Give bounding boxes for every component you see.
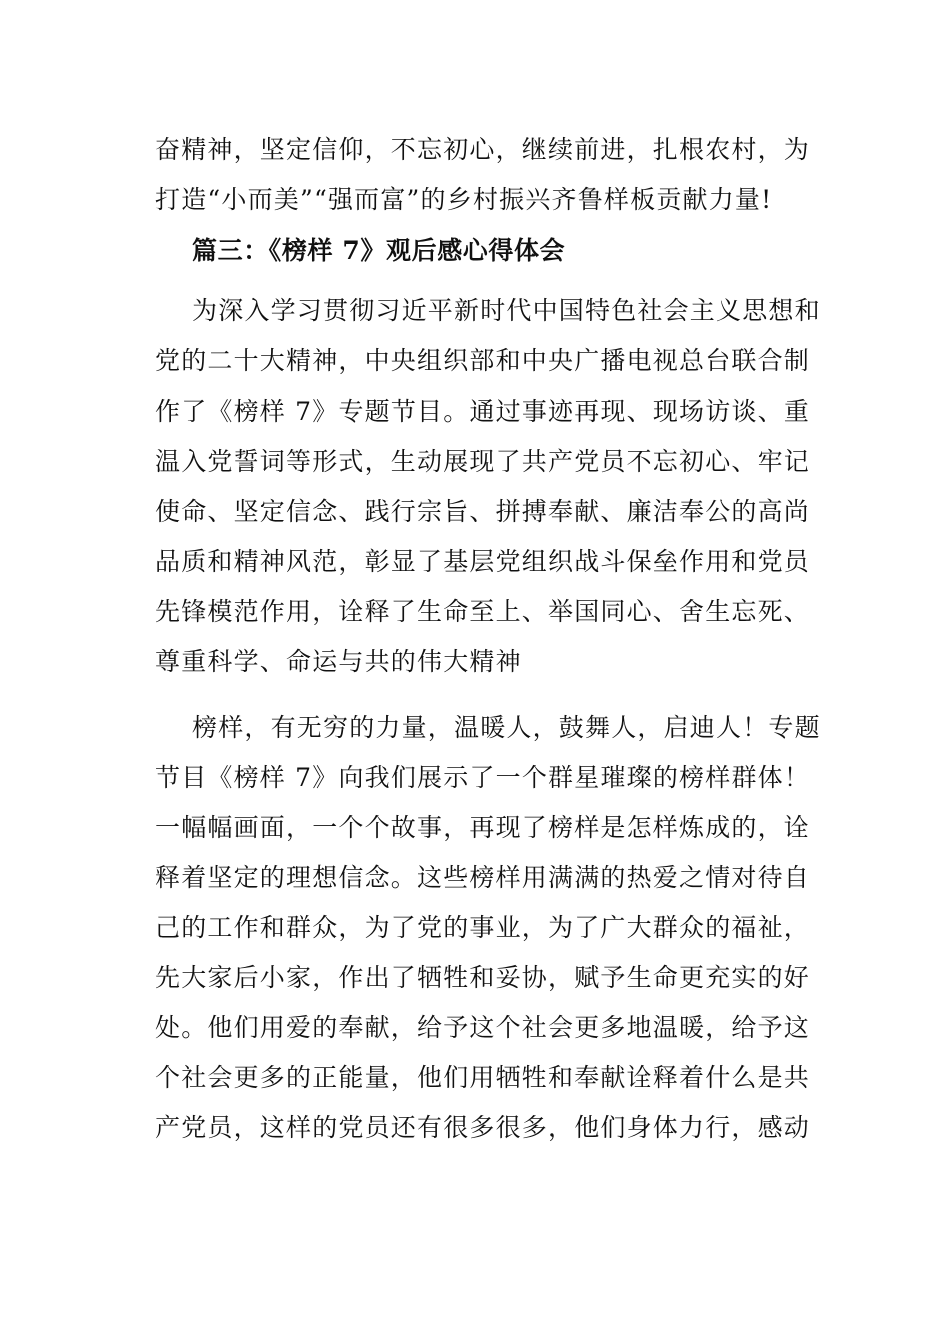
section-heading: 篇三：《榜样 7》观后感心得体会 [192, 236, 566, 265]
text-line: 先大家后小家，作出了牺牲和妥协，赋予生命更充实的好 [155, 963, 811, 992]
text-line: 释着坚定的理想信念。这些榜样用满满的热爱之情对待自 [155, 863, 811, 892]
text-line: 产党员，这样的党员还有很多很多，他们身体力行，感动 [155, 1113, 811, 1142]
text-line: 温入党誓词等形式，生动展现了共产党员不忘初心、牢记 [155, 447, 811, 476]
text-line: 先锋模范作用，诠释了生命至上、举国同心、舍生忘死、 [155, 597, 811, 626]
text-line: 节目《榜样 7》向我们展示了一个群星璀璨的榜样群体！ [155, 763, 811, 792]
text-line: 己的工作和群众，为了党的事业，为了广大群众的福祉， [155, 913, 811, 942]
text-line: 尊重科学、命运与共的伟大精神 [155, 647, 522, 676]
text-line: 为深入学习贯彻习近平新时代中国特色社会主义思想和 [192, 296, 821, 325]
text-line: 一幅幅画面，一个个故事，再现了榜样是怎样炼成的，诠 [155, 813, 811, 842]
text-line: 党的二十大精神，中央组织部和中央广播电视总台联合制 [155, 346, 811, 375]
text-line: 处。他们用爱的奉献，给予这个社会更多地温暖，给予这 [155, 1013, 811, 1042]
text-line: 奋精神，坚定信仰，不忘初心，继续前进，扎根农村，为 [155, 135, 811, 164]
text-line: 品质和精神风范，彰显了基层党组织战斗保垒作用和党员 [155, 547, 811, 576]
text-line: 榜样，有无穷的力量，温暖人，鼓舞人，启迪人！专题 [192, 713, 821, 742]
text-line: 打造“小而美”“强而富”的乡村振兴齐鲁样板贡献力量! [155, 185, 773, 214]
text-line: 个社会更多的正能量，他们用牺牲和奉献诠释着什么是共 [155, 1063, 811, 1092]
text-line: 使命、坚定信念、践行宗旨、拼搏奉献、廉洁奉公的高尚 [155, 497, 811, 526]
text-line: 作了《榜样 7》专题节目。通过事迹再现、现场访谈、重 [155, 397, 811, 426]
